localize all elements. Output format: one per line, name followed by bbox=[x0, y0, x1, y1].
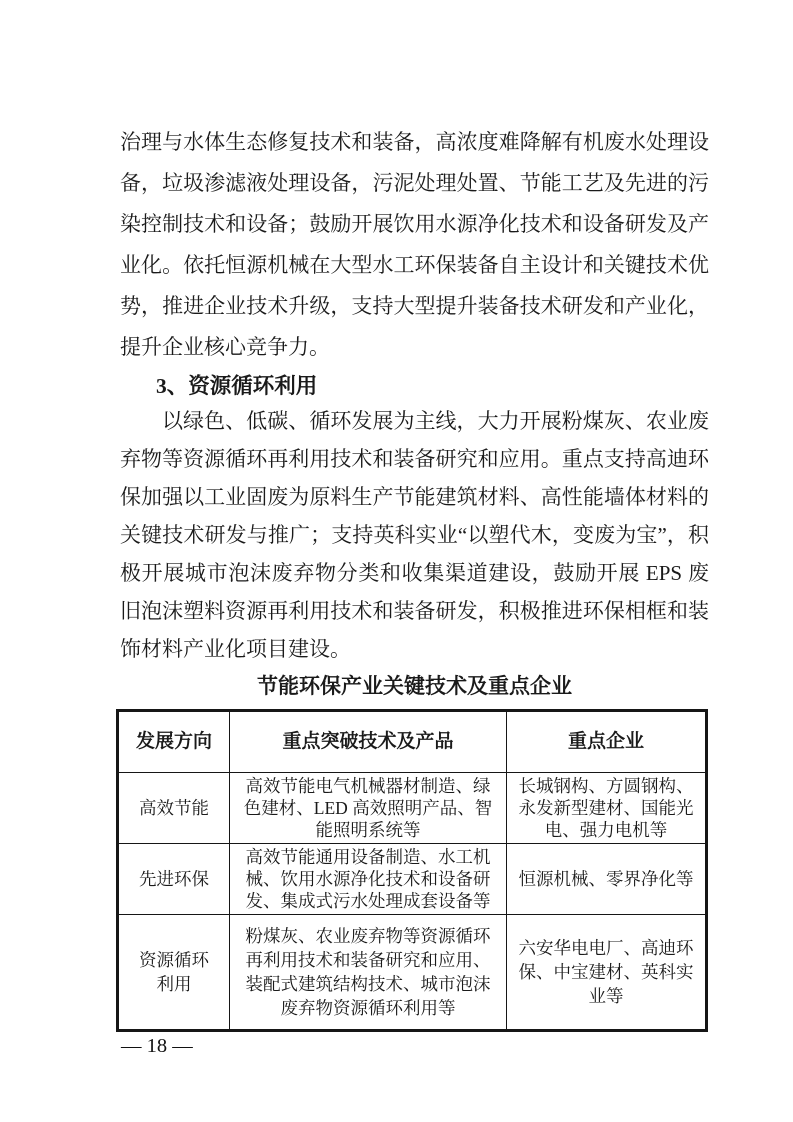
col-header-companies: 重点企业 bbox=[507, 711, 707, 773]
cell-companies: 恒源机械、零界净化等 bbox=[507, 844, 707, 915]
table-row bbox=[118, 844, 707, 915]
key-technologies-table bbox=[116, 709, 708, 1032]
col-header-technologies: 重点突破技术及产品 bbox=[230, 711, 507, 773]
paragraph-resource-recycling: 以绿色、低碳、循环发展为主线，大力开展粉煤灰、农业废弃物等资源循环再利用技术和装备研究和应用。重点支持高迪环保加强以工业固废为原料生产节能建筑材料、高性能墙体材料的关键技术研发与推广；支持英科实业“以塑代木，变废为宝”，积极开展城市泡沫废弃物分类和收集渠道建设，鼓励开展 EPS 废旧泡沫塑料资源再利用技术和装备研发，积极推进环保相框和装饰材料产业化项目建设。 bbox=[120, 409, 709, 661]
table-header-row bbox=[118, 711, 707, 773]
cell-companies: 六安华电电厂、高迪环保、中宝建材、英科实业等 bbox=[507, 915, 707, 1031]
page-content bbox=[120, 122, 709, 1032]
paragraph-pollution-control: 治理与水体生态修复技术和装备，高浓度难降解有机废水处理设备，垃圾渗滤液处理设备，污泥处理处置、节能工艺及先进的污染控制技术和设备；鼓励开展饮用水源净化技术和设备研发及产业化。依托恒源机械在大型水工环保装备自主设计和关键技术优势，推进企业技术升级，支持大型提升装备技术研发和产业化，提升企业核心竞争力。 bbox=[120, 130, 709, 359]
cell-technologies: 高效节能电气机械器材制造、绿色建材、LED 高效照明产品、智能照明系统等 bbox=[230, 773, 507, 844]
cell-direction: 资源循环利用 bbox=[118, 915, 230, 1031]
page-number: — 18 — bbox=[121, 1035, 193, 1057]
table-title: 节能环保产业关键技术及重点企业 bbox=[257, 674, 572, 698]
cell-direction: 先进环保 bbox=[118, 844, 230, 915]
cell-technologies: 高效节能通用设备制造、水工机械、饮用水源净化技术和设备研发、集成式污水处理成套设备等 bbox=[230, 844, 507, 915]
cell-direction: 高效节能 bbox=[118, 773, 230, 844]
cell-technologies: 粉煤灰、农业废弃物等资源循环再利用技术和装备研究和应用、装配式建筑结构技术、城市泡沫废弃物资源循环利用等 bbox=[230, 915, 507, 1031]
table-row bbox=[118, 915, 707, 1031]
cell-companies: 长城钢构、方圆钢构、永发新型建材、国能光电、强力电机等 bbox=[507, 773, 707, 844]
table-row bbox=[118, 773, 707, 844]
col-header-direction: 发展方向 bbox=[118, 711, 230, 773]
section-heading-resource-recycling: 3、资源循环利用 bbox=[156, 374, 318, 398]
